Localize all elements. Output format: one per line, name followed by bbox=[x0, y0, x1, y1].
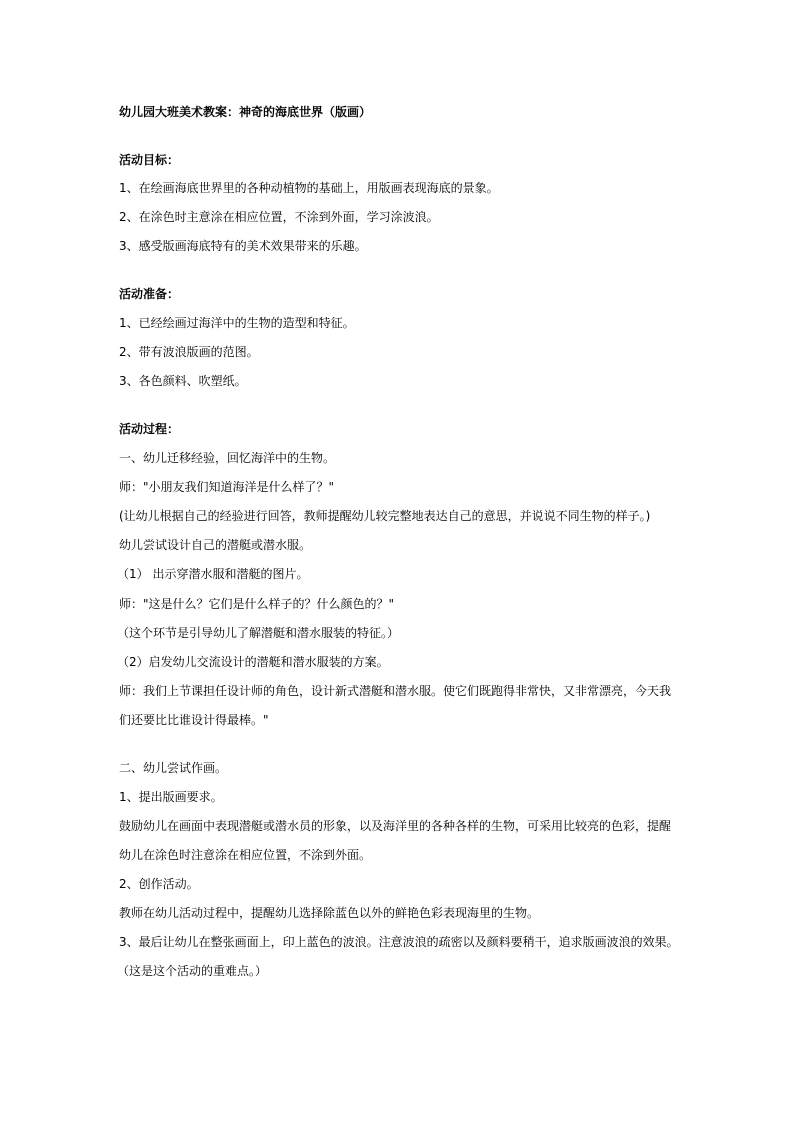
process-line: (让幼儿根据自己的经验进行回答，教师提醒幼儿较完整地表达自己的意思，并说说不同生物的样子。) bbox=[119, 509, 651, 523]
process-line: 3、最后让幼儿在整张画面上，印上蓝色的波浪。注意波浪的疏密以及颜料要稍干，追求版画波浪的效果。 bbox=[119, 935, 679, 949]
process-line: 鼓励幼儿在画面中表现潜艇或潜水员的形象，以及海洋里的各种各样的生物，可采用比较亮的色彩，提醒 bbox=[119, 819, 672, 833]
process-line: （这是这个活动的重难点。） bbox=[117, 964, 268, 978]
goal-item: 1、在绘画海底世界里的各种动植物的基础上，用版画表现海底的景象。 bbox=[119, 181, 499, 195]
process-line: 师："小朋友我们知道海洋是什么样了？" bbox=[119, 480, 335, 494]
process-line: 们还要比比谁设计得最棒。" bbox=[119, 713, 269, 727]
process-line: 二、幼儿尝试作画。 bbox=[119, 761, 228, 775]
process-line: （这个环节是引导幼儿了解潜艇和潜水服装的特征。） bbox=[117, 626, 400, 640]
goals-heading: 活动目标： bbox=[119, 153, 180, 167]
process-line: 师："这是什么？它们是什么样子的？什么颜色的？" bbox=[119, 597, 395, 611]
goal-item: 2、在涂色时主意涂在相应位置，不涂到外面，学习涂波浪。 bbox=[119, 210, 439, 224]
prep-item: 3、各色颜料、吹塑纸。 bbox=[119, 374, 247, 388]
process-heading: 活动过程： bbox=[119, 422, 180, 436]
goal-item: 3、感受版画海底特有的美术效果带来的乐趣。 bbox=[119, 239, 367, 253]
process-line: （2）启发幼儿交流设计的潜艇和潜水服装的方案。 bbox=[117, 655, 389, 669]
prep-item: 1、已经绘画过海洋中的生物的造型和特征。 bbox=[119, 316, 355, 330]
document-title: 幼儿园大班美术教案：神奇的海底世界（版画） bbox=[119, 105, 372, 119]
prep-heading: 活动准备： bbox=[119, 287, 180, 301]
process-line: 幼儿尝试设计自己的潜艇或潜水服。 bbox=[119, 538, 312, 552]
process-line: （1） 出示穿潜水服和潜艇的图片。 bbox=[117, 567, 309, 581]
process-line: 一、幼儿迁移经验，回忆海洋中的生物。 bbox=[119, 451, 336, 465]
process-line: 教师在幼儿活动过程中，提醒幼儿选择除蓝色以外的鲜艳色彩表现海里的生物。 bbox=[119, 906, 540, 920]
process-line: 幼儿在涂色时注意涂在相应位置，不涂到外面。 bbox=[119, 848, 372, 862]
prep-item: 2、带有波浪版画的范图。 bbox=[119, 345, 259, 359]
process-line: 2、创作活动。 bbox=[119, 877, 199, 891]
process-line: 师：我们上节课担任设计师的角色，设计新式潜艇和潜水服。使它们既跑得非常快，又非常漂亮，今天我 bbox=[119, 684, 672, 698]
process-line: 1、提出版画要求。 bbox=[119, 790, 223, 804]
